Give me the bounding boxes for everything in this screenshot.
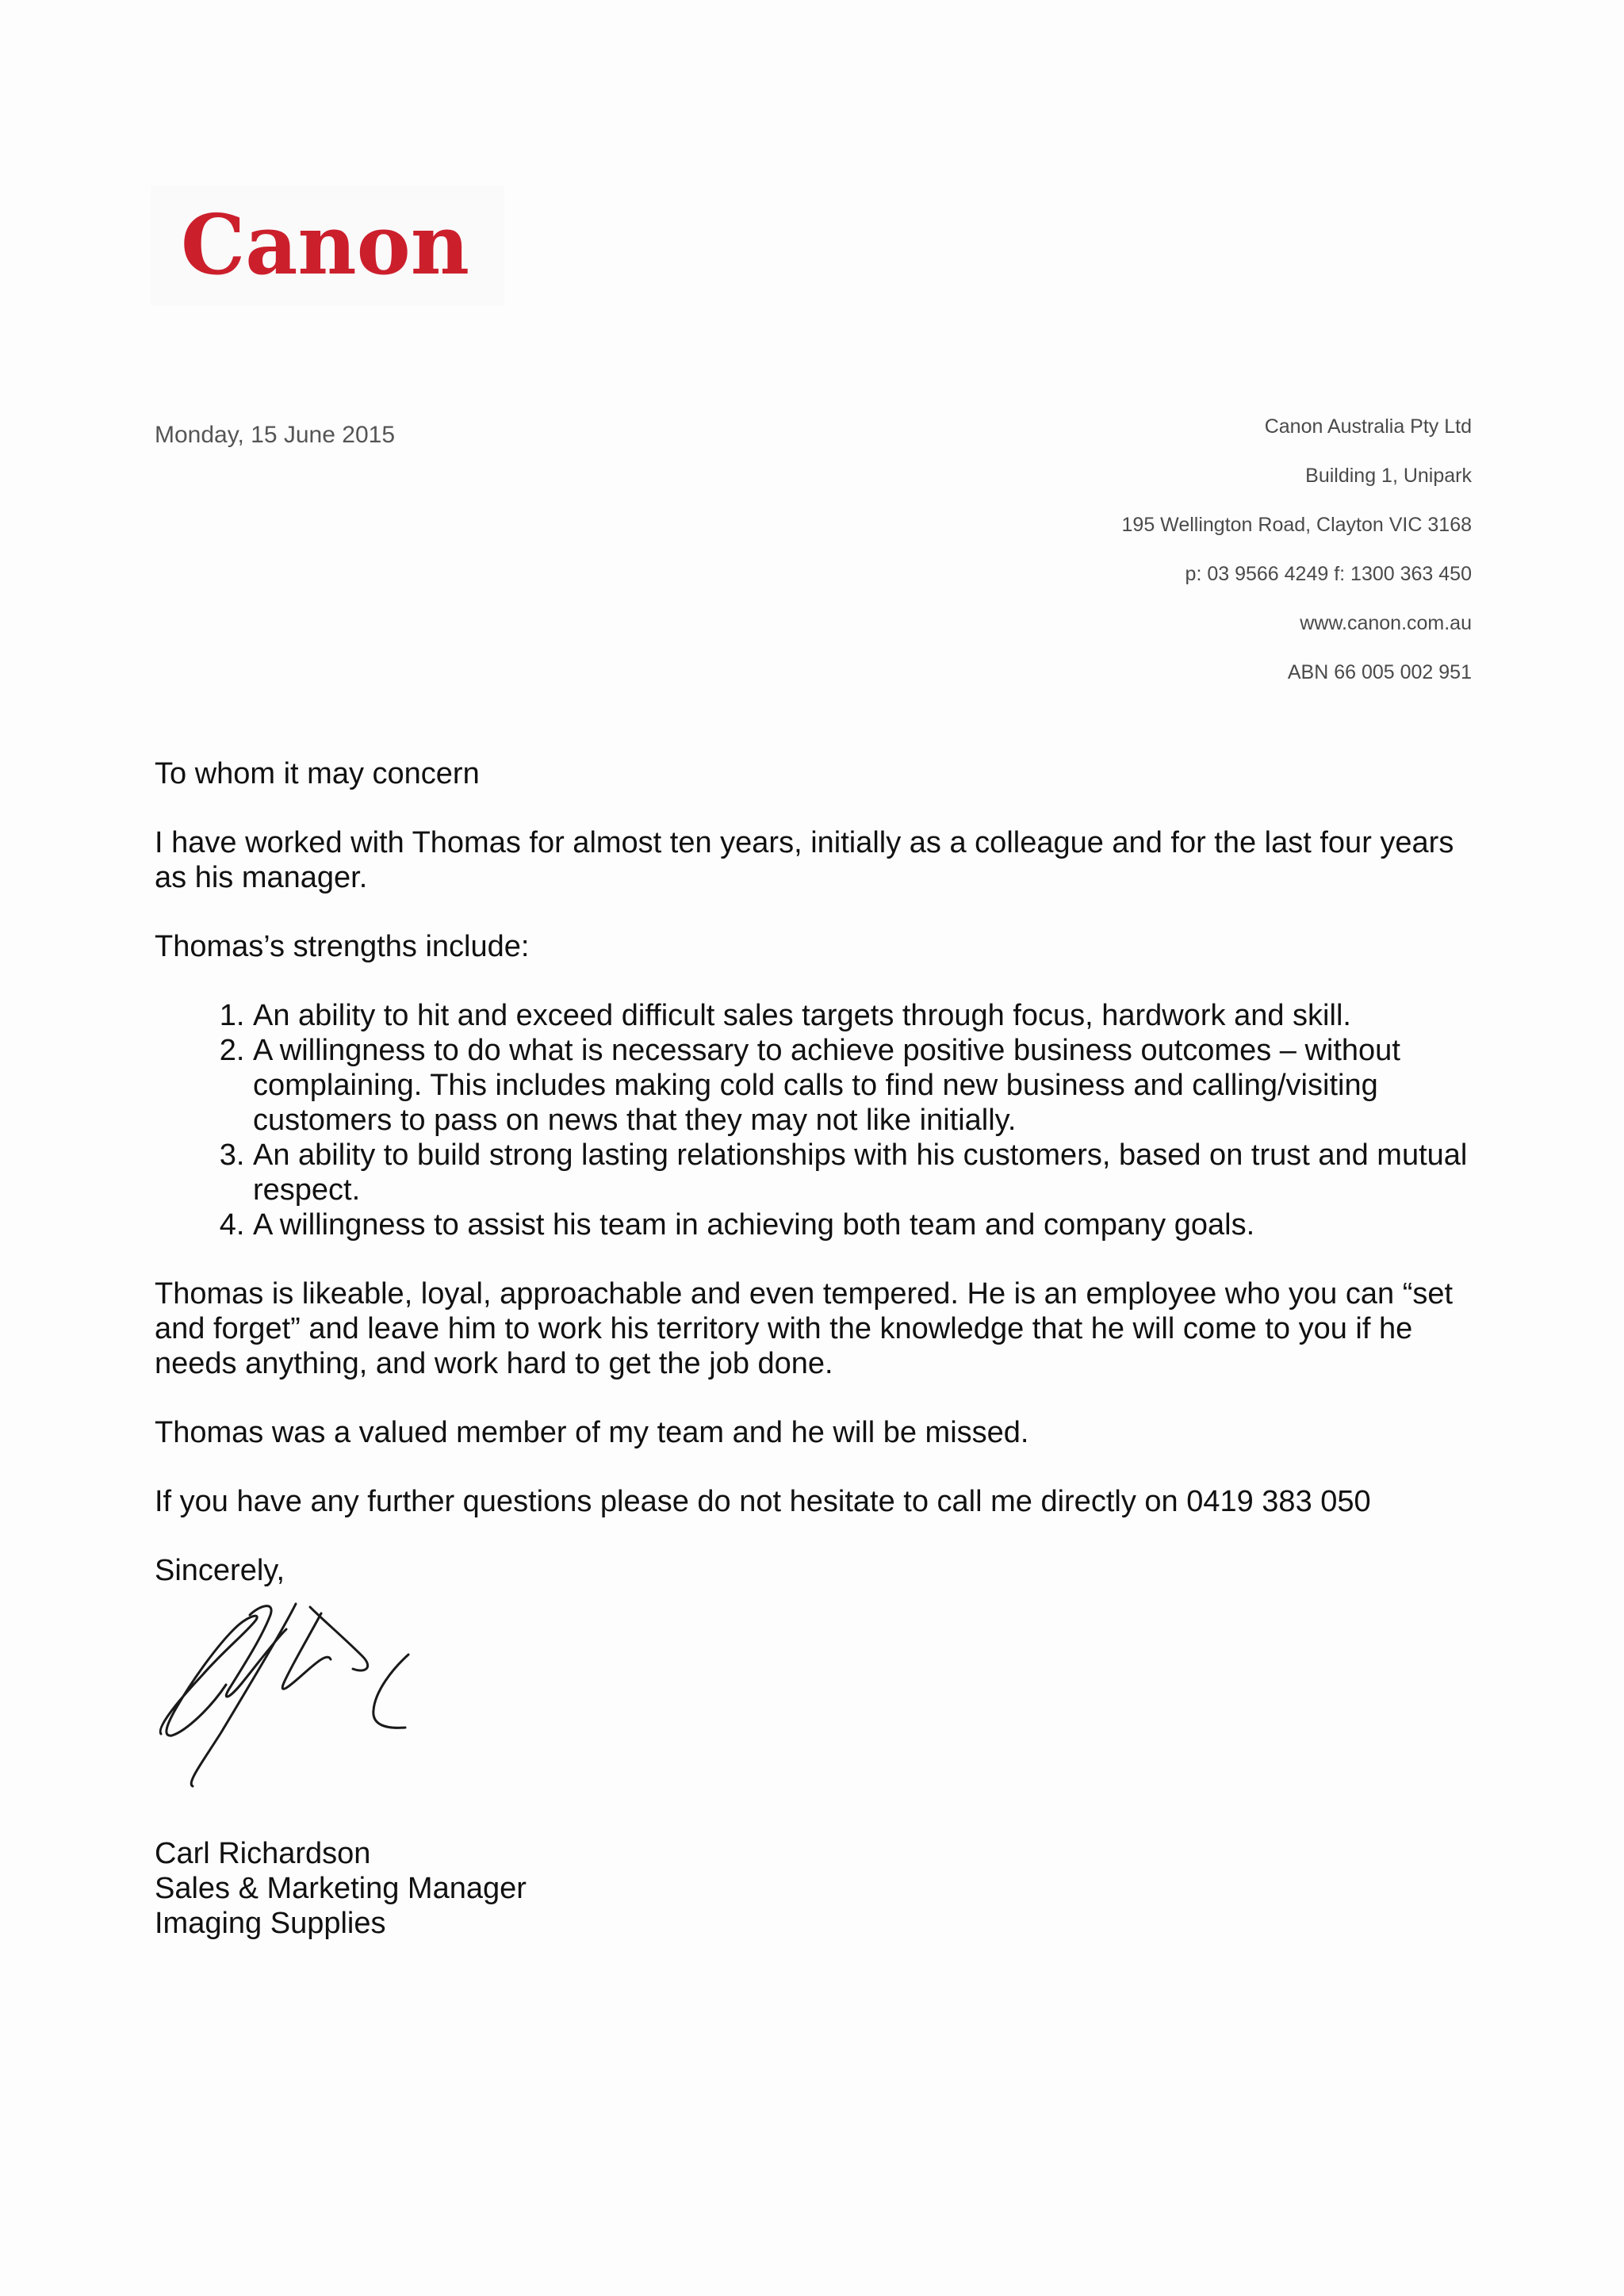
salutation: To whom it may concern: [155, 757, 480, 790]
sender-address: [917, 414, 1472, 709]
character-paragraph: Thomas is likeable, loyal, approachable and even tempered. He is an employee who you can “set and forget” and leave him to work his territory with the knowledge that he will come to you if he needs anything, and work hard to get the job done.: [155, 1277, 1454, 1380]
address-abn: ABN 66 005 002 951: [1287, 661, 1472, 683]
handwritten-signature: [155, 1598, 440, 1808]
canon-logo-text: Canon: [181, 196, 469, 293]
address-website: www.canon.com.au: [1300, 612, 1472, 634]
strengths-intro: Thomas’s strengths include:: [155, 930, 530, 963]
strengths-list: [155, 998, 1487, 1242]
signatory-block: [155, 1836, 527, 1941]
canon-logo: [151, 186, 504, 306]
signatory-department: Imaging Supplies: [155, 1907, 386, 1940]
signature-image: [155, 1598, 440, 1804]
address-company: Canon Australia Pty Ltd: [1264, 415, 1472, 438]
signatory-name: Carl Richardson: [155, 1837, 371, 1870]
letter-date: Monday, 15 June 2015: [155, 422, 396, 448]
signatory-title: Sales & Marketing Manager: [155, 1872, 527, 1905]
list-item: 2. A willingness to do what is necessary to achieve positive business outcomes – without complaining. This includes making cold calls to find new business and calling/visiting customers to pass on news that they may not like initially.: [253, 1033, 1487, 1138]
address-street: 195 Wellington Road, Clayton VIC 3168: [1121, 514, 1472, 536]
list-item: 1. An ability to hit and exceed difficult sales targets through focus, hardwork and skill.: [253, 998, 1487, 1033]
address-phone-fax: p: 03 9566 4249 f: 1300 363 450: [1185, 563, 1472, 585]
letter-body: [155, 756, 1487, 1622]
intro-paragraph: I have worked with Thomas for almost ten years, initially as a colleague and for the last four years as his manager.: [155, 826, 1454, 894]
address-building: Building 1, Unipark: [1305, 465, 1472, 487]
list-item: 3. An ability to build strong lasting relationships with his customers, based on trust and mutual respect.: [253, 1138, 1487, 1207]
list-item: 4. A willingness to assist his team in achieving both team and company goals.: [253, 1207, 1487, 1242]
closing: Sincerely,: [155, 1554, 285, 1587]
valued-paragraph: Thomas was a valued member of my team and he will be missed.: [155, 1416, 1029, 1449]
contact-paragraph: If you have any further questions please do not hesitate to call me directly on 0419 383 050: [155, 1485, 1371, 1518]
canon-logo-mark: [151, 186, 504, 306]
